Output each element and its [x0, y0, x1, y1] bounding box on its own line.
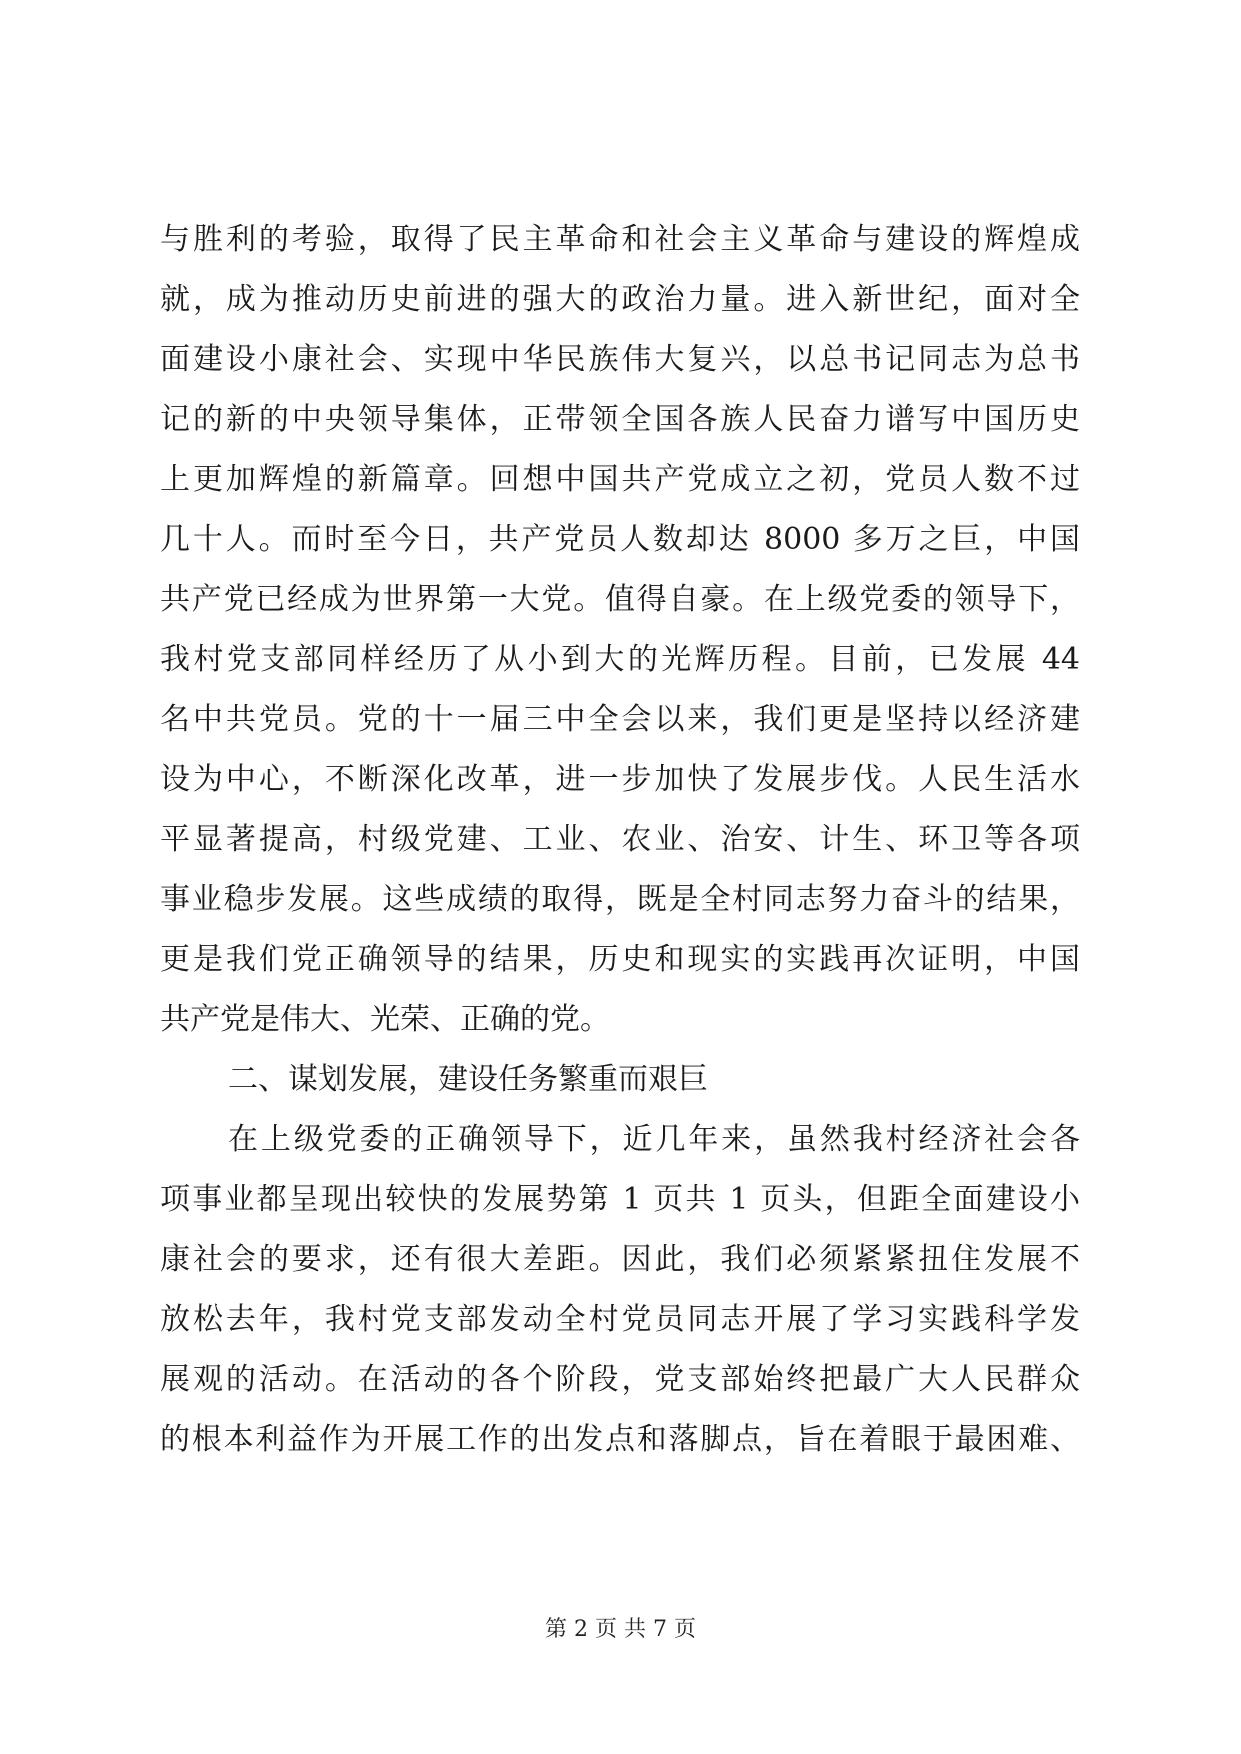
body-text-line: 几十人。而时至今日，共产党员人数却达 8000 多万之巨，中国 — [160, 522, 1080, 557]
body-text-line: 设为中心，不断深化改革，进一步加快了发展步伐。人民生活水 — [160, 762, 1080, 797]
body-text-line: 事业稳步发展。这些成绩的取得，既是全村同志努力奋斗的结果， — [160, 882, 1080, 917]
body-text-line: 平显著提高，村级党建、工业、农业、治安、计生、环卫等各项 — [160, 822, 1080, 857]
body-text-line: 共产党是伟大、光荣、正确的党。 — [160, 1002, 610, 1037]
body-text-line: 上更加辉煌的新篇章。回想中国共产党成立之初，党员人数不过 — [160, 462, 1080, 497]
body-text-line: 名中共党员。党的十一届三中全会以来，我们更是坚持以经济建 — [160, 702, 1080, 737]
body-text-line: 放松去年，我村党支部发动全村党员同志开展了学习实践科学发 — [160, 1302, 1080, 1337]
section-heading: 二、谋划发展，建设任务繁重而艰巨 — [228, 1062, 708, 1097]
body-text-line: 我村党支部同样经历了从小到大的光辉历程。目前，已发展 44 — [160, 642, 1080, 677]
page-footer: 第 2 页 共 7 页 — [545, 1617, 696, 1642]
body-text-line: 与胜利的考验，取得了民主革命和社会主义革命与建设的辉煌成 — [160, 222, 1080, 257]
body-text-line: 共产党已经成为世界第一大党。值得自豪。在上级党委的领导下， — [160, 582, 1080, 617]
body-text-line: 项事业都呈现出较快的发展势第 1 页共 1 页头，但距全面建设小 — [160, 1182, 1080, 1217]
body-text-line: 的根本利益作为开展工作的出发点和落脚点，旨在着眼于最困难、 — [160, 1422, 1080, 1457]
body-text-line: 记的新的中央领导集体，正带领全国各族人民奋力谱写中国历史 — [160, 402, 1080, 437]
body-text-line: 更是我们党正确领导的结果，历史和现实的实践再次证明，中国 — [160, 942, 1080, 977]
body-text-line: 就，成为推动历史前进的强大的政治力量。进入新世纪，面对全 — [160, 282, 1080, 317]
body-text-line: 在上级党委的正确领导下，近几年来，虽然我村经济社会各 — [228, 1122, 1080, 1157]
body-text-line: 面建设小康社会、实现中华民族伟大复兴，以总书记同志为总书 — [160, 342, 1080, 377]
body-text-line: 展观的活动。在活动的各个阶段，党支部始终把最广大人民群众 — [160, 1362, 1080, 1397]
body-text-line: 康社会的要求，还有很大差距。因此，我们必须紧紧扭住发展不 — [160, 1242, 1080, 1277]
